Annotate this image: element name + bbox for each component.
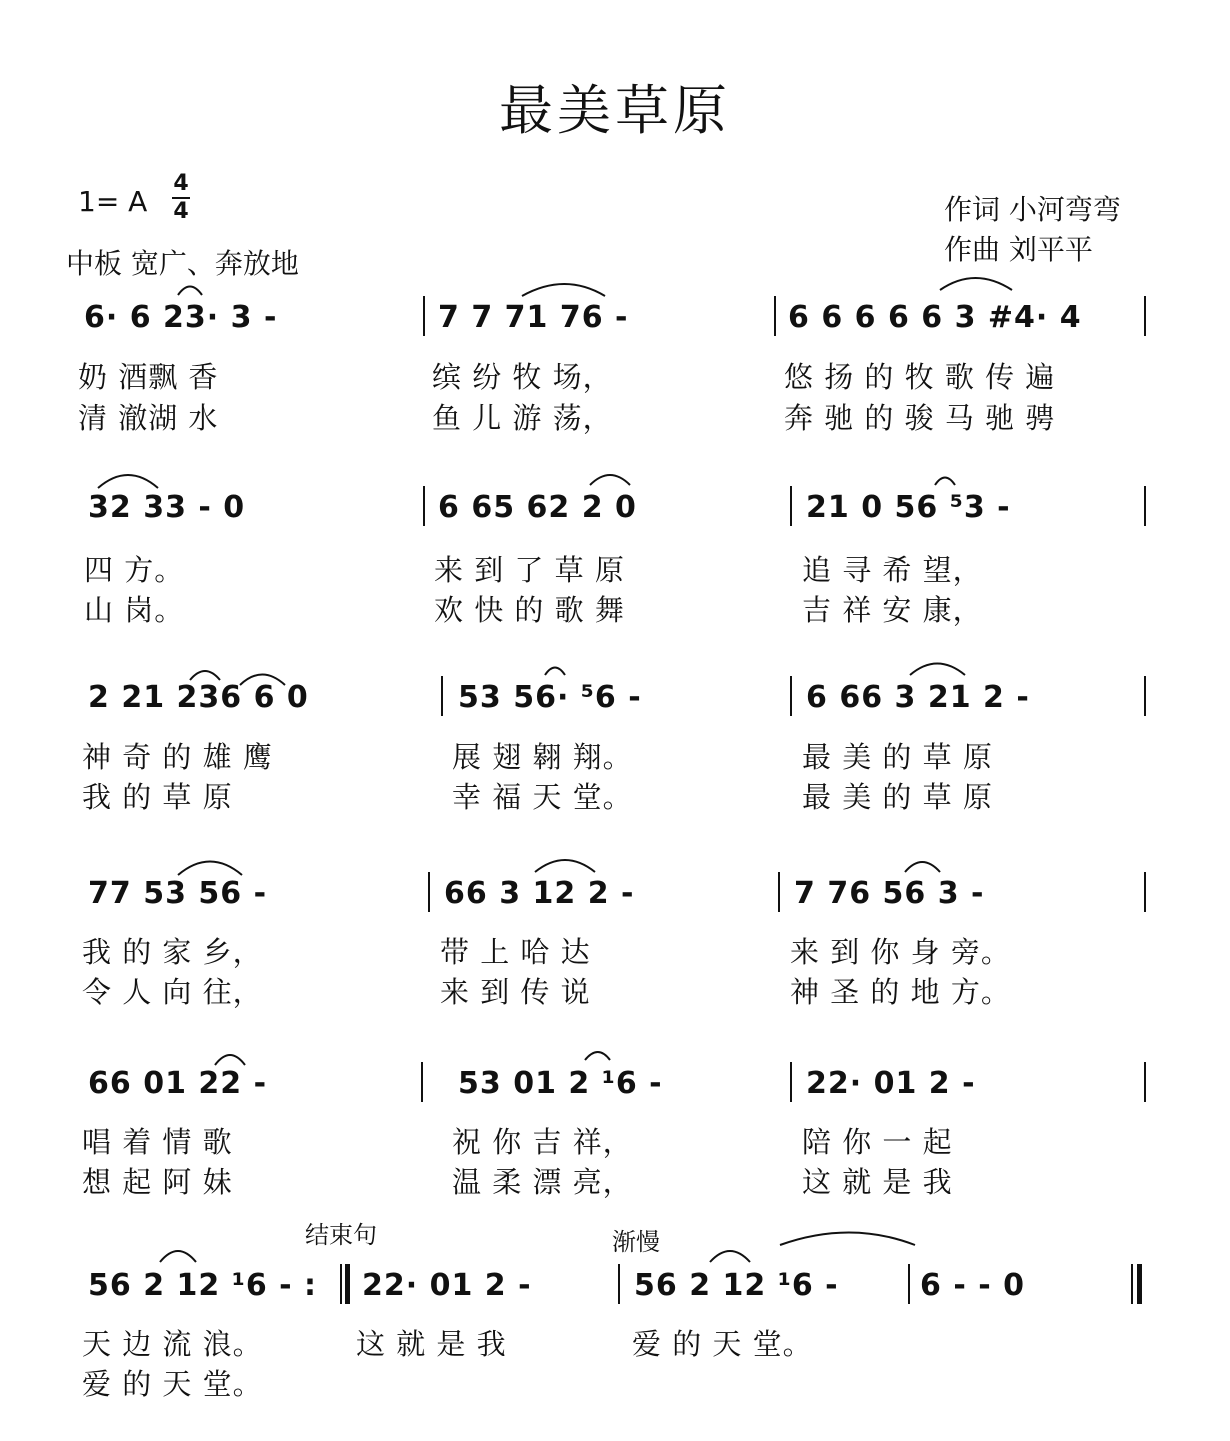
measure-4: 32 33 - 0	[88, 490, 246, 525]
lyric-line: 清 澈湖 水	[78, 401, 219, 435]
lyric-line: 最 美 的 草 原	[802, 780, 993, 814]
lyricist-credit: 作词 小河弯弯	[944, 193, 1121, 226]
lyric-line: 温 柔 漂 亮，	[452, 1165, 633, 1199]
meter-top: 4	[173, 171, 189, 196]
lyric-line: 来 到 了 草 原	[434, 553, 625, 587]
lyric-line: 最 美 的 草 原	[802, 740, 993, 774]
lyric-line: 爱 的 天 堂。	[82, 1367, 263, 1401]
lyric-line: 神 奇 的 雄 鹰	[82, 740, 273, 774]
repeat-barline	[340, 1264, 342, 1304]
barline	[908, 1264, 910, 1304]
barline	[441, 676, 443, 716]
barline	[423, 486, 425, 526]
barline	[1144, 676, 1146, 716]
measure-15: 22· 01 2 -	[806, 1066, 976, 1101]
measure-8: 53 56· ⁵6 -	[458, 680, 642, 715]
lyric-line: 奔 驰 的 骏 马 驰 骋	[784, 401, 1056, 435]
barline	[428, 872, 430, 912]
barline	[778, 872, 780, 912]
lyric-line: 鱼 儿 游 荡，	[432, 401, 613, 435]
repeat-barline-thick	[345, 1264, 350, 1304]
lyric-line: 山 岗。	[84, 593, 185, 627]
measure-19: 6 - - 0	[920, 1268, 1025, 1303]
lyric-line: 我 的 家 乡，	[82, 935, 263, 969]
barline	[790, 1062, 792, 1102]
composer-credit: 作曲 刘平平	[944, 233, 1093, 266]
tempo-marking: 中板 宽广、奔放地	[66, 247, 299, 280]
lyric-line: 悠 扬 的 牧 歌 传 遍	[784, 360, 1056, 394]
lyric-line: 陪 你 一 起	[802, 1125, 953, 1159]
barline	[1144, 296, 1146, 336]
ritardando-label: 渐慢	[612, 1228, 660, 1256]
lyric-line: 我 的 草 原	[82, 780, 233, 814]
measure-9: 6 66 3 21 2 -	[806, 680, 1030, 715]
lyric-line: 唱 着 情 歌	[82, 1125, 233, 1159]
measure-14: 53 01 2 ¹6 -	[458, 1066, 663, 1101]
measure-1: 6· 6 23· 3 -	[84, 300, 278, 335]
measure-16: 56 2 12 ¹6 - :	[88, 1268, 318, 1303]
lyric-line: 爱 的 天 堂。	[632, 1327, 813, 1361]
measure-6: 21 0 56 ⁵3 -	[806, 490, 1011, 525]
measure-11: 66 3 12 2 -	[444, 876, 635, 911]
ending-label: 结束句	[305, 1221, 377, 1249]
measure-3: 6 6 6 6 6 3 #4· 4	[788, 300, 1082, 335]
key-signature: 1= A	[78, 185, 148, 218]
lyric-line: 神 圣 的 地 方。	[790, 975, 1011, 1009]
barline	[774, 296, 776, 336]
lyric-line: 带 上 哈 达	[440, 935, 591, 969]
lyric-line: 四 方。	[84, 553, 185, 587]
measure-13: 66 01 22 -	[88, 1066, 268, 1101]
final-barline-thick	[1137, 1264, 1142, 1304]
barline	[1144, 872, 1146, 912]
lyric-line: 这 就 是 我	[356, 1327, 507, 1361]
barline	[423, 296, 425, 336]
lyric-line: 天 边 流 浪。	[82, 1327, 263, 1361]
measure-2: 7 7 71 76 -	[438, 300, 629, 335]
lyric-line: 来 到 你 身 旁。	[790, 935, 1011, 969]
barline	[790, 676, 792, 716]
lyric-line: 追 寻 希 望，	[802, 553, 983, 587]
lyric-line: 缤 纷 牧 场，	[432, 360, 613, 394]
lyric-line: 欢 快 的 歌 舞	[434, 593, 625, 627]
measure-18: 56 2 12 ¹6 -	[634, 1268, 839, 1303]
measure-10: 77 53 56 -	[88, 876, 268, 911]
barline	[421, 1062, 423, 1102]
barline	[790, 486, 792, 526]
lyric-line: 这 就 是 我	[802, 1165, 953, 1199]
page-title: 最美草原	[499, 79, 731, 142]
lyric-line: 奶 酒飘 香	[78, 360, 219, 394]
measure-12: 7 76 56 3 -	[794, 876, 985, 911]
measure-5: 6 65 62 2 0	[438, 490, 637, 525]
lyric-line: 吉 祥 安 康，	[802, 593, 983, 627]
lyric-line: 祝 你 吉 祥，	[452, 1125, 633, 1159]
barline	[1144, 1062, 1146, 1102]
barline	[618, 1264, 620, 1304]
measure-7: 2 21 236 6 0	[88, 680, 309, 715]
measure-17: 22· 01 2 -	[362, 1268, 532, 1303]
lyric-line: 展 翅 翱 翔。	[452, 740, 633, 774]
final-barline-thin	[1131, 1264, 1133, 1304]
barline	[1144, 486, 1146, 526]
meter-bottom: 4	[173, 199, 189, 224]
lyric-line: 想 起 阿 妹	[82, 1165, 233, 1199]
lyric-line: 幸 福 天 堂。	[452, 780, 633, 814]
lyric-line: 来 到 传 说	[440, 975, 591, 1009]
lyric-line: 令 人 向 往，	[82, 975, 263, 1009]
